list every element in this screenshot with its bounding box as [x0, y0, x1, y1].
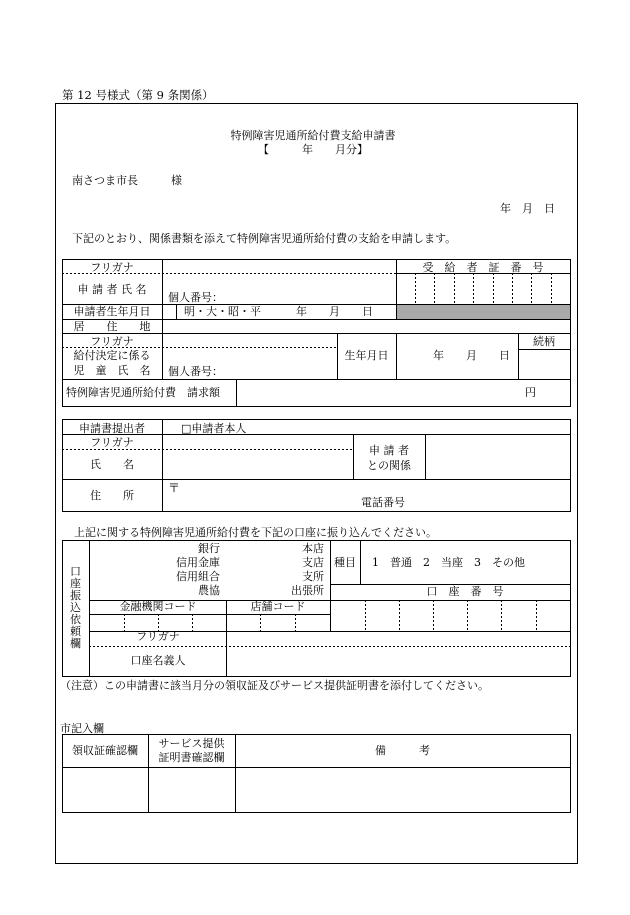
- bank-side-label-1: 口: [70, 565, 81, 578]
- account-type-label: 種目: [334, 556, 356, 569]
- branch-code-label: 店舗コード: [250, 600, 306, 613]
- service-check-label-1: サービス提供: [158, 737, 225, 750]
- form-title: 特例障害児通所給付費支給申請書: [230, 129, 396, 142]
- institution-shinkumi: 信用組合: [176, 570, 220, 583]
- applicant-self-checkbox[interactable]: □申請者本人: [181, 422, 247, 435]
- remarks-label: 備 考: [375, 744, 430, 757]
- intro-text: 下記のとおり、関係書類を添えて特例障害児通所給付費の支給を申請します。: [72, 232, 457, 245]
- applicant-birthdate-label: 申請者生年月日: [73, 305, 151, 318]
- phone-label: 電話番号: [361, 496, 405, 509]
- account-holder-label: 口座名義人: [130, 654, 186, 667]
- child-mynumber-label: 個人番号：: [168, 365, 223, 378]
- submitter-furigana-label: フリガナ: [90, 436, 134, 449]
- child-name-label-2: 児 童 氏 名: [73, 364, 151, 377]
- service-check-label-2: 証明書確認欄: [158, 751, 225, 764]
- bank-side-label-5: 依: [70, 613, 81, 626]
- transfer-note: 上記に関する特例障害児通所給付費を下記の口座に振り込んでください。: [74, 526, 437, 539]
- bank-side-label-2: 座: [70, 577, 81, 590]
- applicant-address-label: 居 住 地: [73, 320, 151, 333]
- submitter-label: 申請書提出者: [79, 422, 145, 435]
- bank-side-label-7: 欄: [70, 637, 81, 650]
- recipient-cert-number-label: 受 給 者 証 番 号: [422, 261, 544, 274]
- claim-unit: 円: [525, 386, 536, 399]
- receipt-check-label: 領収証確認欄: [72, 744, 138, 757]
- applicant-name-label: 申 請 者 氏 名: [77, 283, 147, 296]
- institution-code-label: 金融機関コード: [119, 600, 197, 613]
- relationship-label: 続柄: [533, 335, 555, 348]
- claim-amount-label: 特例障害児通所給付費 請求額: [66, 386, 220, 399]
- submitter-address-label: 住 所: [90, 489, 134, 502]
- applicant-mynumber-label: 個人番号：: [168, 291, 223, 304]
- addressee: 南さつま市長 様: [72, 174, 182, 187]
- date-line: 年 月 日: [500, 202, 555, 215]
- relation-label-2: との関係: [367, 459, 411, 472]
- postal-mark: 〒: [168, 481, 181, 495]
- institution-bank: 銀行: [198, 542, 220, 555]
- child-ymd: 年 月 日: [433, 349, 510, 362]
- form-number: 第 12 号様式（第 9 条関係）: [62, 88, 214, 102]
- bank-side-label-6: 頼: [70, 625, 81, 638]
- bank-side-label-3: 振: [70, 589, 81, 602]
- branch-branch: 支店: [302, 556, 324, 569]
- child-furigana-label: フリガナ: [90, 335, 134, 348]
- applicant-ymd: 年 月 日: [296, 305, 373, 318]
- branch-main: 本店: [302, 542, 324, 555]
- applicant-eras: 明・大・昭・平: [184, 305, 261, 318]
- office-use-title: 市記入欄: [60, 722, 104, 735]
- branch-office: 出張所: [291, 584, 324, 597]
- institution-shinkin: 信用金庫: [176, 556, 220, 569]
- notice-text: （注意）この申請書に該当月分の領収証及びサービス提供証明書を添付してください。: [60, 679, 489, 692]
- institution-noukyou: 農協: [198, 584, 220, 597]
- bank-side-label-4: 込: [70, 601, 81, 614]
- child-name-label-1: 給付決定に係る: [73, 349, 151, 362]
- bank-furigana-label: フリガナ: [136, 630, 180, 643]
- account-types: 1 普通 2 当座 3 その他: [372, 556, 525, 569]
- child-birthdate-label: 生年月日: [344, 349, 389, 362]
- form-period: 【 年 月分】: [258, 143, 368, 156]
- submitter-name-label: 氏 名: [90, 458, 134, 471]
- applicant-furigana-label: フリガナ: [90, 261, 134, 274]
- relation-label-1: 申 請 者: [369, 444, 409, 457]
- branch-sub: 支所: [302, 570, 324, 583]
- account-number-label: 口 座 番 号: [426, 585, 504, 598]
